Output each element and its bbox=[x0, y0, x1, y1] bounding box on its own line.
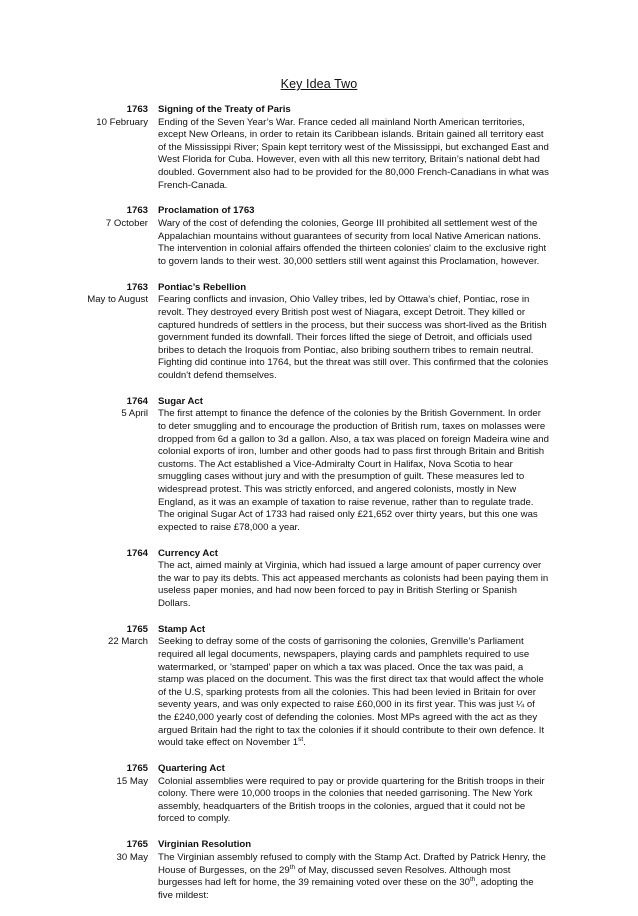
entry-body-text: The Virginian assembly refused to comply with the Stamp Act. Drafted by Patrick Henry, the House of Burgesses, on the 29 bbox=[158, 851, 546, 876]
entry-day-month: 10 February bbox=[96, 116, 148, 128]
entry-year: 1764 bbox=[126, 395, 148, 407]
entry-day-month: 15 May bbox=[116, 775, 148, 787]
entry-date bbox=[0, 205, 148, 230]
entry-content bbox=[158, 624, 550, 750]
entry-body-text: Seeking to defray some of the costs of garrisoning the colonies, Grenville’s Parliament required all legal documents, newspapers, playing cards and pamphlets required to use watermarked, or 'stamped' paper on which a tax was placed. Once the tax was paid, a stamp was placed on the document. This was the first direct tax that would affect the whole of the U.S, sparking protests from all the colonies. This had been levied in Britain for over seventy years, and was only expected to raise £60,000 in its first year. This was just ¼ of the £240,000 yearly cost of defending the colonies. Most MPs agreed with the act as they argued Britain had the right to tax the colonies if it should contribute to their own defence. It would take effect on November 1 bbox=[158, 636, 545, 749]
entry-content bbox=[158, 205, 550, 268]
entry-date bbox=[0, 763, 148, 788]
timeline-entry bbox=[0, 104, 638, 192]
entry-year: 1763 bbox=[126, 104, 148, 115]
ordinal-suffix: st bbox=[298, 736, 304, 744]
entry-body: Ending of the Seven Year’s War. France ceded all mainland North American territories, except New Orleans, in order to retain its Caribbean islands. Britain gained all territory east of the Mississippi River; Spain kept territory west of the Mississippi, but exchanged East and West Florida for Cuba. However, even with all this new territory, Britain’s national debt had doubled. Government also had to be provided for the 80,000 French-Canadians in what was French-Canada. bbox=[158, 116, 549, 191]
entry-date bbox=[0, 839, 148, 864]
entry-heading: Pontiac’s Rebellion bbox=[158, 281, 247, 293]
entry-content bbox=[158, 104, 550, 192]
entry-body: The act, aimed mainly at Virginia, which had issued a large amount of paper currency over the war to pay its debts. This act appeased merchants as colonists had been paying them in useless paper monies, and had now been forced to pay in British Sterling or Spanish Dollars. bbox=[158, 560, 549, 609]
entry-date bbox=[0, 548, 148, 561]
timeline-entry bbox=[0, 282, 638, 383]
entry-content bbox=[158, 396, 550, 535]
entry-heading: Virginian Resolution bbox=[158, 839, 252, 851]
entry-day-month: 5 April bbox=[121, 408, 148, 420]
entry-year: 1764 bbox=[126, 547, 148, 559]
entry-body: Fearing conflicts and invasion, Ohio Valley tribes, led by Ottawa’s chief, Pontiac, rose in revolt. They destroyed every British post west of Niagara, except Detroit. They killed or captured hundreds of settlers in the process, but their success was short-lived as the British government funded its downfall. Their forces lifted the siege of Detroit, and officials used bribes to detach the Iroquois from Pontiac, also bribing southern tribes to remain neutral. Fighting did continue into 1764, but the threat was still over. This confirmed that the colonies couldn't defend themselves. bbox=[158, 294, 549, 381]
entry-heading: Proclamation of 1763 bbox=[158, 205, 255, 217]
ordinal-suffix: th bbox=[289, 863, 296, 871]
entry-heading: Signing of the Treaty of Paris bbox=[158, 104, 291, 115]
entry-heading: Quartering Act bbox=[158, 763, 225, 775]
timeline bbox=[0, 104, 638, 916]
ordinal-suffix: th bbox=[470, 875, 476, 883]
entry-content bbox=[158, 548, 550, 611]
entry-date bbox=[0, 282, 148, 307]
timeline-entry bbox=[0, 763, 638, 826]
entry-content bbox=[158, 282, 550, 383]
entry-body: The first attempt to finance the defence of the colonies by the British Government. In order to deter smuggling and to encourage the production of British rum, taxes on molasses were dropped from 6d a gallon to 3d a gallon. Also, a tax was placed on foreign Madeira wine and colonial exports of iron, lumber and other goods had to pass first through Britain and British customs. The Act established a Vice-Admiralty Court in Halifax, Nova Scotia to hear smuggling cases without jury and with the presumption of guilt. These measures led to widespread protest. This was strictly enforced, and angered colonists, mostly in New England, as it was an example of taxation to raise revenue, rather than to regulate trade. The original Sugar Act of 1733 had raised only £21,652 over thirty years, but this one was expected to raise £78,000 a year. bbox=[158, 408, 549, 533]
timeline-entry bbox=[0, 205, 638, 268]
entry-day-month: 22 March bbox=[108, 636, 148, 648]
entry-year: 1765 bbox=[126, 839, 148, 851]
entry-year: 1763 bbox=[126, 205, 148, 217]
page-title: Key Idea Two bbox=[280, 77, 358, 91]
entry-day-month: May to August bbox=[87, 294, 148, 306]
entry-content bbox=[158, 839, 550, 902]
entry-year: 1763 bbox=[126, 281, 148, 293]
timeline-entry bbox=[0, 548, 638, 611]
entry-day-month: 7 October bbox=[105, 218, 148, 230]
entry-body bbox=[158, 636, 550, 749]
entry-body-text: of May, discussed seven Resolves. Although most burgesses had left for home, the 39 remaining voted over these on the 30 bbox=[158, 864, 511, 889]
entry-year: 1765 bbox=[126, 763, 148, 775]
entry-content bbox=[158, 763, 550, 826]
entry-day-month: 30 May bbox=[116, 851, 148, 863]
entry-body bbox=[158, 852, 550, 902]
timeline-entry bbox=[0, 839, 638, 902]
entry-heading: Sugar Act bbox=[158, 395, 203, 407]
timeline-entry bbox=[0, 396, 638, 535]
entry-date bbox=[0, 396, 148, 421]
entry-body-text: , adopting the five mildest: bbox=[158, 877, 534, 901]
entry-heading: Stamp Act bbox=[158, 623, 206, 635]
timeline-entry bbox=[0, 624, 638, 750]
entry-body-end: . bbox=[303, 737, 306, 749]
entry-year: 1765 bbox=[126, 623, 148, 635]
entry-date bbox=[0, 624, 148, 649]
entry-date bbox=[0, 104, 148, 129]
entry-body: Colonial assemblies were required to pay or provide quartering for the British troops in their colony. There were 10,000 troops in the colonies that needed garrisoning. The New York assembly, headquarters of the British troops in the colonies, argued that it could not be forced to comply. bbox=[158, 775, 545, 825]
entry-body: Wary of the cost of defending the colonies, George III prohibited all settlement west of the Appalachian mountains without guarantees of security from local Native American nations. The intervention in colonial affairs offended the thirteen colonies' claim to the exclusive right to govern lands to their west. 30,000 settlers still went against this Proclamation, however. bbox=[158, 218, 547, 267]
entry-heading: Currency Act bbox=[158, 547, 218, 559]
